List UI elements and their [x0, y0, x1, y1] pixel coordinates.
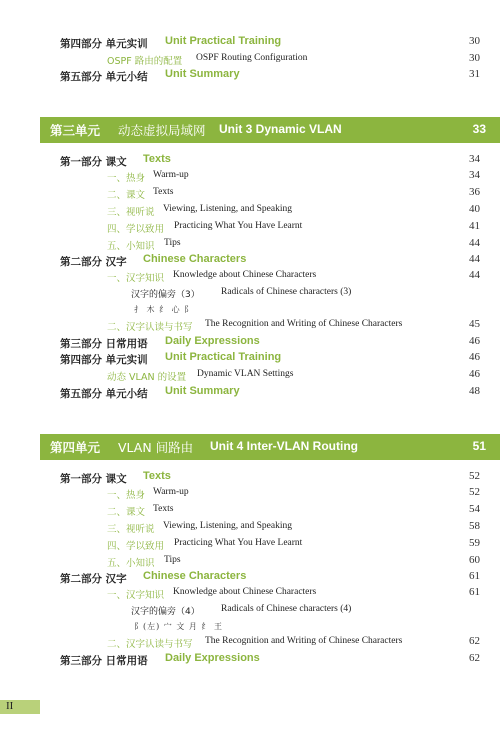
- toc-part-entry: [0, 67, 500, 83]
- page-number: 30: [469, 52, 480, 64]
- toc-part-entry: [0, 350, 500, 366]
- page-number: 45: [469, 318, 480, 330]
- part-title-zh: 第五部分 单元小结: [60, 388, 148, 400]
- item-title-en: Warm-up: [153, 487, 189, 497]
- page-number: 31: [469, 68, 480, 80]
- unit-header-band: [40, 117, 500, 143]
- item-title-zh: 一、汉字知识: [107, 273, 165, 284]
- item-title-en: Tips: [164, 238, 181, 248]
- page-number: 60: [469, 554, 480, 566]
- item-title-zh: 五、小知识: [107, 558, 155, 569]
- toc-part-entry: [0, 152, 500, 168]
- unit-number-zh: 第三单元: [50, 123, 101, 138]
- part-title-en: Unit Summary: [165, 385, 240, 397]
- item-title-en: OSPF Routing Configuration: [196, 53, 308, 63]
- toc-sub-entry: [0, 502, 500, 518]
- toc-sub-entry: [0, 634, 500, 650]
- item-title-en: The Recognition and Writing of Chinese Characters: [205, 636, 403, 646]
- part-title-en: Unit Practical Training: [165, 351, 282, 363]
- radicals-row: [0, 618, 500, 634]
- item-title-en: Tips: [164, 555, 181, 565]
- radicals-list: 阝(左) 宀 文 月 纟 王: [134, 622, 223, 631]
- page-number-roman: II: [6, 700, 14, 712]
- page-number: 46: [469, 351, 480, 363]
- item-title-en: Knowledge about Chinese Characters: [173, 270, 317, 280]
- toc-part-entry: [0, 252, 500, 268]
- toc-part-entry: [0, 384, 500, 400]
- radicals-title-row: [0, 285, 500, 301]
- item-title-zh: 四、学以致用: [107, 224, 165, 235]
- item-title-zh: 一、热身: [107, 490, 146, 501]
- part-title-zh: 第三部分 日常用语: [60, 655, 148, 667]
- page-number: 61: [469, 586, 480, 598]
- radicals-title-row: [0, 602, 500, 618]
- part-title-zh: 第一部分 课文: [60, 156, 127, 168]
- toc-part-entry: [0, 34, 500, 50]
- part-title-zh: 第一部分 课文: [60, 473, 127, 485]
- page-number: 62: [469, 635, 480, 647]
- toc-sub-entry: [0, 585, 500, 601]
- item-title-zh: 动态 VLAN 的设置: [107, 372, 187, 383]
- toc-part-entry: [0, 651, 500, 667]
- part-title-en: Daily Expressions: [165, 335, 260, 347]
- item-title-en: The Recognition and Writing of Chinese Characters: [205, 319, 403, 329]
- part-title-zh: 第二部分 汉字: [60, 256, 127, 268]
- toc-sub-entry: [0, 519, 500, 535]
- item-title-zh: 二、课文: [107, 190, 146, 201]
- toc-sub-entry: [0, 168, 500, 184]
- item-title-zh: 二、课文: [107, 507, 146, 518]
- radicals-title-en: Radicals of Chinese characters (3): [221, 287, 352, 297]
- item-title-zh: 二、汉字认读与书写: [107, 639, 193, 650]
- page-number: 34: [469, 153, 480, 165]
- part-title-zh: 第三部分 日常用语: [60, 338, 148, 350]
- item-title-en: Dynamic VLAN Settings: [197, 369, 294, 379]
- unit-title-zh: 动态虚拟局域网: [118, 123, 206, 138]
- page-number: 46: [469, 335, 480, 347]
- page-number: 30: [469, 35, 480, 47]
- unit-header-band: [40, 434, 500, 460]
- toc-sub-entry: [0, 202, 500, 218]
- page-number: 58: [469, 520, 480, 532]
- part-title-zh: 第四部分 单元实训: [60, 354, 148, 366]
- radicals-row: [0, 301, 500, 317]
- part-title-en: Texts: [143, 153, 171, 165]
- item-title-zh: OSPF 路由的配置: [107, 56, 183, 67]
- part-title-en: Chinese Characters: [143, 253, 247, 265]
- radicals-title-en: Radicals of Chinese characters (4): [221, 604, 352, 614]
- toc-sub-entry: [0, 219, 500, 235]
- item-title-zh: 一、热身: [107, 173, 146, 184]
- page-number: 34: [469, 169, 480, 181]
- item-title-zh: 三、视听说: [107, 207, 155, 218]
- page-number: 46: [469, 368, 480, 380]
- toc-sub-entry: [0, 268, 500, 284]
- page-number: 62: [469, 652, 480, 664]
- unit-title-en: Unit 4 Inter-VLAN Routing: [210, 439, 358, 453]
- item-title-zh: 三、视听说: [107, 524, 155, 535]
- unit-title-en: Unit 3 Dynamic VLAN: [219, 122, 342, 136]
- item-title-en: Warm-up: [153, 170, 189, 180]
- unit-number-zh: 第四单元: [50, 440, 101, 455]
- item-title-zh: 四、学以致用: [107, 541, 165, 552]
- toc-sub-entry: [0, 485, 500, 501]
- radicals-title-zh: 汉字的偏旁（4）: [131, 607, 200, 617]
- part-title-zh: 第五部分 单元小结: [60, 71, 148, 83]
- toc-part-entry: [0, 334, 500, 350]
- toc-sub-entry: [0, 51, 500, 67]
- toc-part-entry: [0, 469, 500, 485]
- part-title-en: Unit Summary: [165, 68, 240, 80]
- item-title-zh: 二、汉字认读与书写: [107, 322, 193, 333]
- part-title-en: Chinese Characters: [143, 570, 247, 582]
- item-title-en: Texts: [153, 187, 174, 197]
- page-number: 33: [472, 122, 486, 136]
- page-number: 44: [469, 253, 480, 265]
- item-title-en: Viewing, Listening, and Speaking: [163, 521, 292, 531]
- toc-sub-entry: [0, 367, 500, 383]
- page-number: 51: [472, 439, 486, 453]
- page-number: 52: [469, 470, 480, 482]
- toc-sub-entry: [0, 185, 500, 201]
- radicals-list: 扌 木 纟 心 阝: [134, 305, 194, 314]
- unit-title-zh: VLAN 间路由: [118, 440, 194, 455]
- item-title-en: Viewing, Listening, and Speaking: [163, 204, 292, 214]
- part-title-en: Texts: [143, 470, 171, 482]
- page-number: 52: [469, 486, 480, 498]
- toc-sub-entry: [0, 317, 500, 333]
- page-number: 40: [469, 203, 480, 215]
- page-number: 48: [469, 385, 480, 397]
- part-title-zh: 第二部分 汉字: [60, 573, 127, 585]
- page-number: 44: [469, 237, 480, 249]
- toc-sub-entry: [0, 236, 500, 252]
- page-number: 41: [469, 220, 480, 232]
- item-title-en: Practicing What You Have Learnt: [174, 221, 303, 231]
- part-title-en: Unit Practical Training: [165, 35, 282, 47]
- radicals-title-zh: 汉字的偏旁（3）: [131, 290, 200, 300]
- toc-sub-entry: [0, 536, 500, 552]
- page-number: 61: [469, 570, 480, 582]
- part-title-en: Daily Expressions: [165, 652, 260, 664]
- toc-part-entry: [0, 569, 500, 585]
- item-title-zh: 五、小知识: [107, 241, 155, 252]
- toc-sub-entry: [0, 553, 500, 569]
- page-number: 59: [469, 537, 480, 549]
- item-title-zh: 一、汉字知识: [107, 590, 165, 601]
- item-title-en: Knowledge about Chinese Characters: [173, 587, 317, 597]
- page-footer-tab: [0, 700, 40, 714]
- part-title-zh: 第四部分 单元实训: [60, 38, 148, 50]
- item-title-en: Practicing What You Have Learnt: [174, 538, 303, 548]
- item-title-en: Texts: [153, 504, 174, 514]
- page-number: 54: [469, 503, 480, 515]
- page-number: 36: [469, 186, 480, 198]
- page-number: 44: [469, 269, 480, 281]
